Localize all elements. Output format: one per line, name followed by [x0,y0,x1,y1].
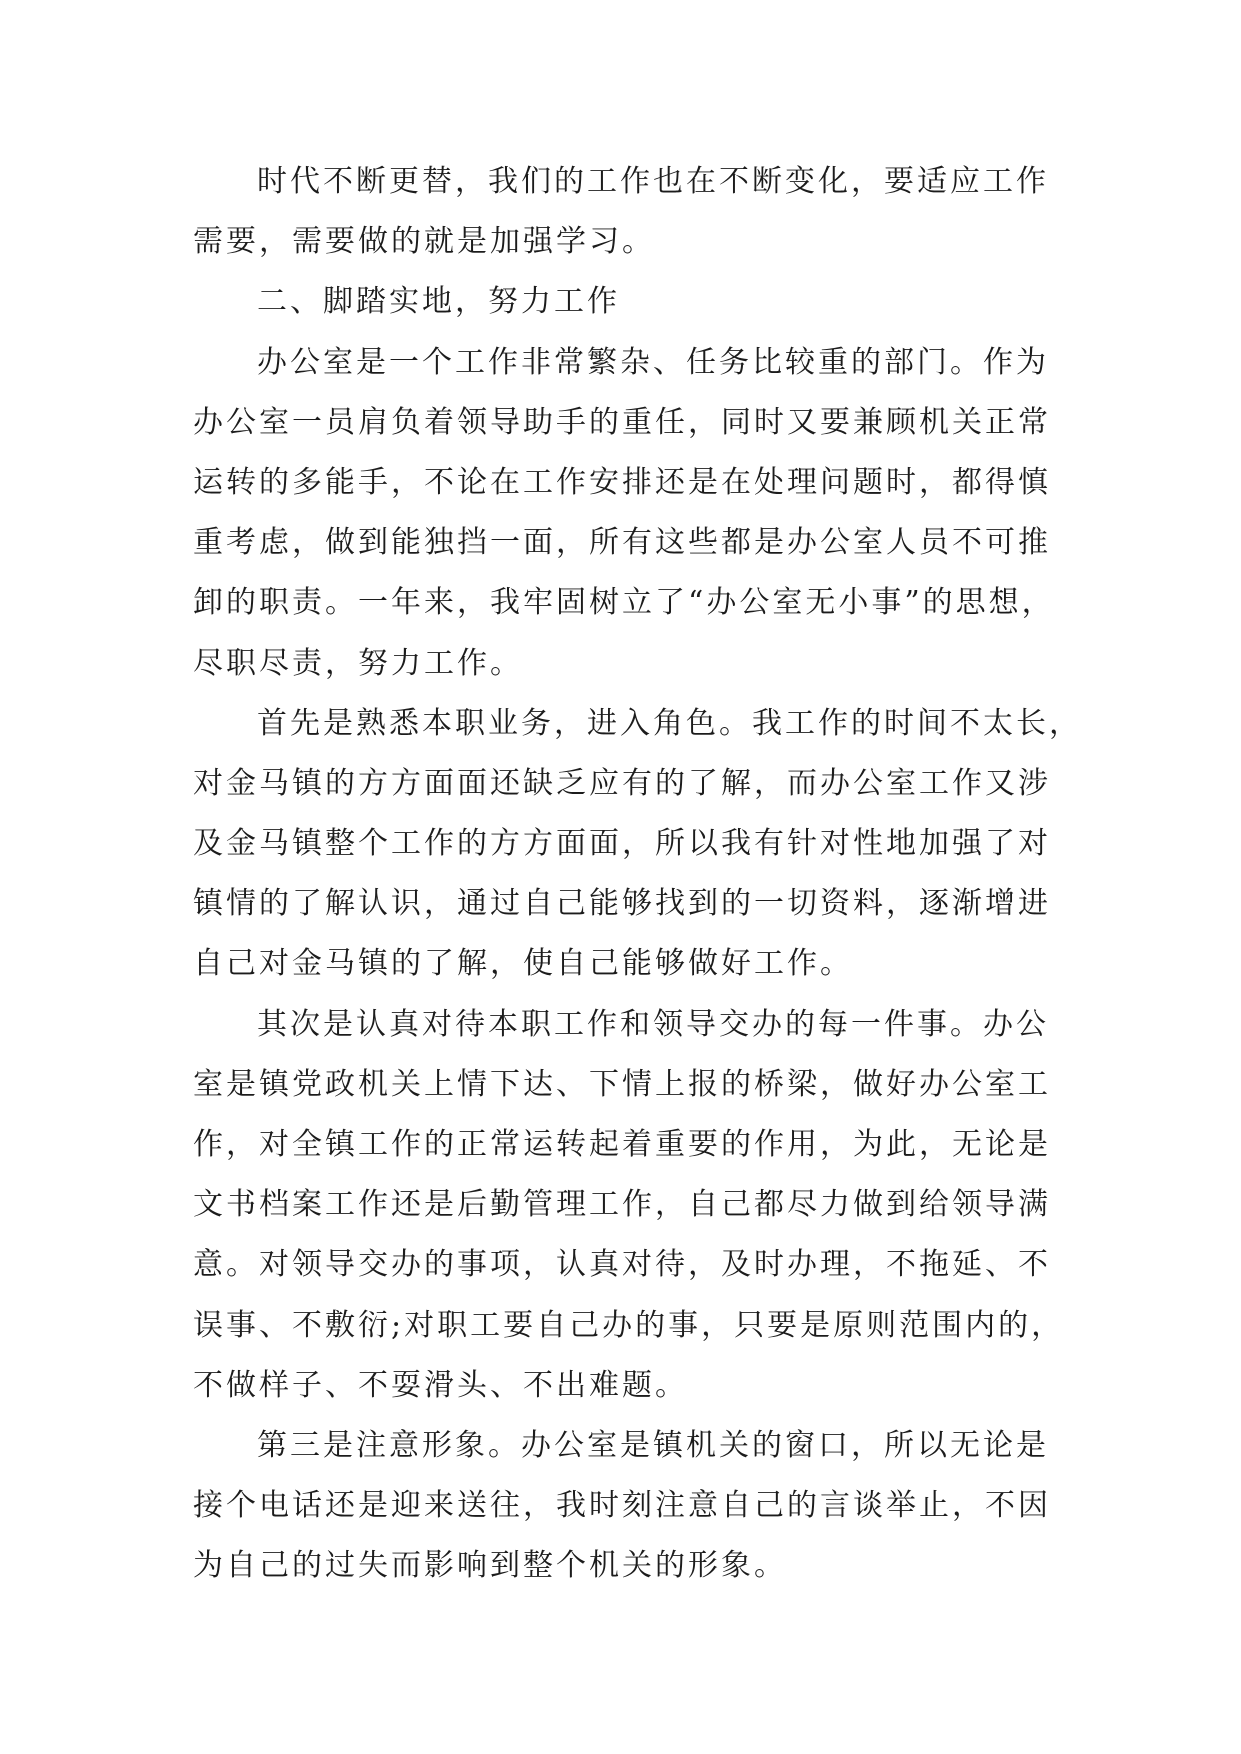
text-line: 文书档案工作还是后勤管理工作，自己都尽力做到给领导满 [193,1187,1051,1223]
text-line: 意。对领导交办的事项，认真对待，及时办理，不拖延、不 [193,1247,1051,1283]
text-line: 室是镇党政机关上情下达、下情上报的桥梁，做好办公室工 [193,1066,1051,1102]
text-line: 作，对全镇工作的正常运转起着重要的作用，为此，无论是 [193,1127,1051,1162]
text-line: 尽职尽责，努力工作。 [193,645,523,681]
text-line: 运转的多能手，不论在工作安排还是在处理问题时，都得慎 [193,464,1051,500]
text-line: 镇情的了解认识，通过自己能够找到的一切资料，逐渐增进 [193,886,1051,922]
text-line: 重考虑，做到能独挡一面，所有这些都是办公室人员不可推 [193,525,1051,561]
text-line: 为自己的过失而影响到整个机关的形象。 [193,1548,787,1584]
text-line: 时代不断更替，我们的工作也在不断变化，要适应工作 [257,164,1049,199]
text-line: 首先是熟悉本职业务，进入角色。我工作的时间不太长， [257,705,1082,741]
text-line: 自己对金马镇的了解，使自己能够做好工作。 [193,946,853,982]
document-body [193,152,1082,1597]
text-line: 及金马镇整个工作的方方面面，所以我有针对性地加强了对 [193,826,1051,862]
text-line: 二、脚踏实地，努力工作 [257,284,620,320]
text-line: 需要，需要做的就是加强学习。 [193,224,655,260]
text-line: 误事、不敷衍;对职工要自己办的事，只要是原则范围内的， [193,1307,1065,1343]
text-line: 不做样子、不耍滑头、不出难题。 [193,1367,688,1403]
text-line: 第三是注意形象。办公室是镇机关的窗口，所以无论是 [257,1427,1049,1463]
text-line: 办公室是一个工作非常繁杂、任务比较重的部门。作为 [257,344,1049,380]
text-line: 接个电话还是迎来送往，我时刻注意自己的言谈举止，不因 [193,1488,1051,1524]
text-line: 卸的职责。一年来，我牢固树立了“办公室无小事”的思想， [193,585,1055,621]
text-line: 其次是认真对待本职工作和领导交办的每一件事。办公 [257,1006,1049,1042]
text-line: 对金马镇的方方面面还缺乏应有的了解，而办公室工作又涉 [193,765,1051,801]
text-line: 办公室一员肩负着领导助手的重任，同时又要兼顾机关正常 [193,404,1051,440]
